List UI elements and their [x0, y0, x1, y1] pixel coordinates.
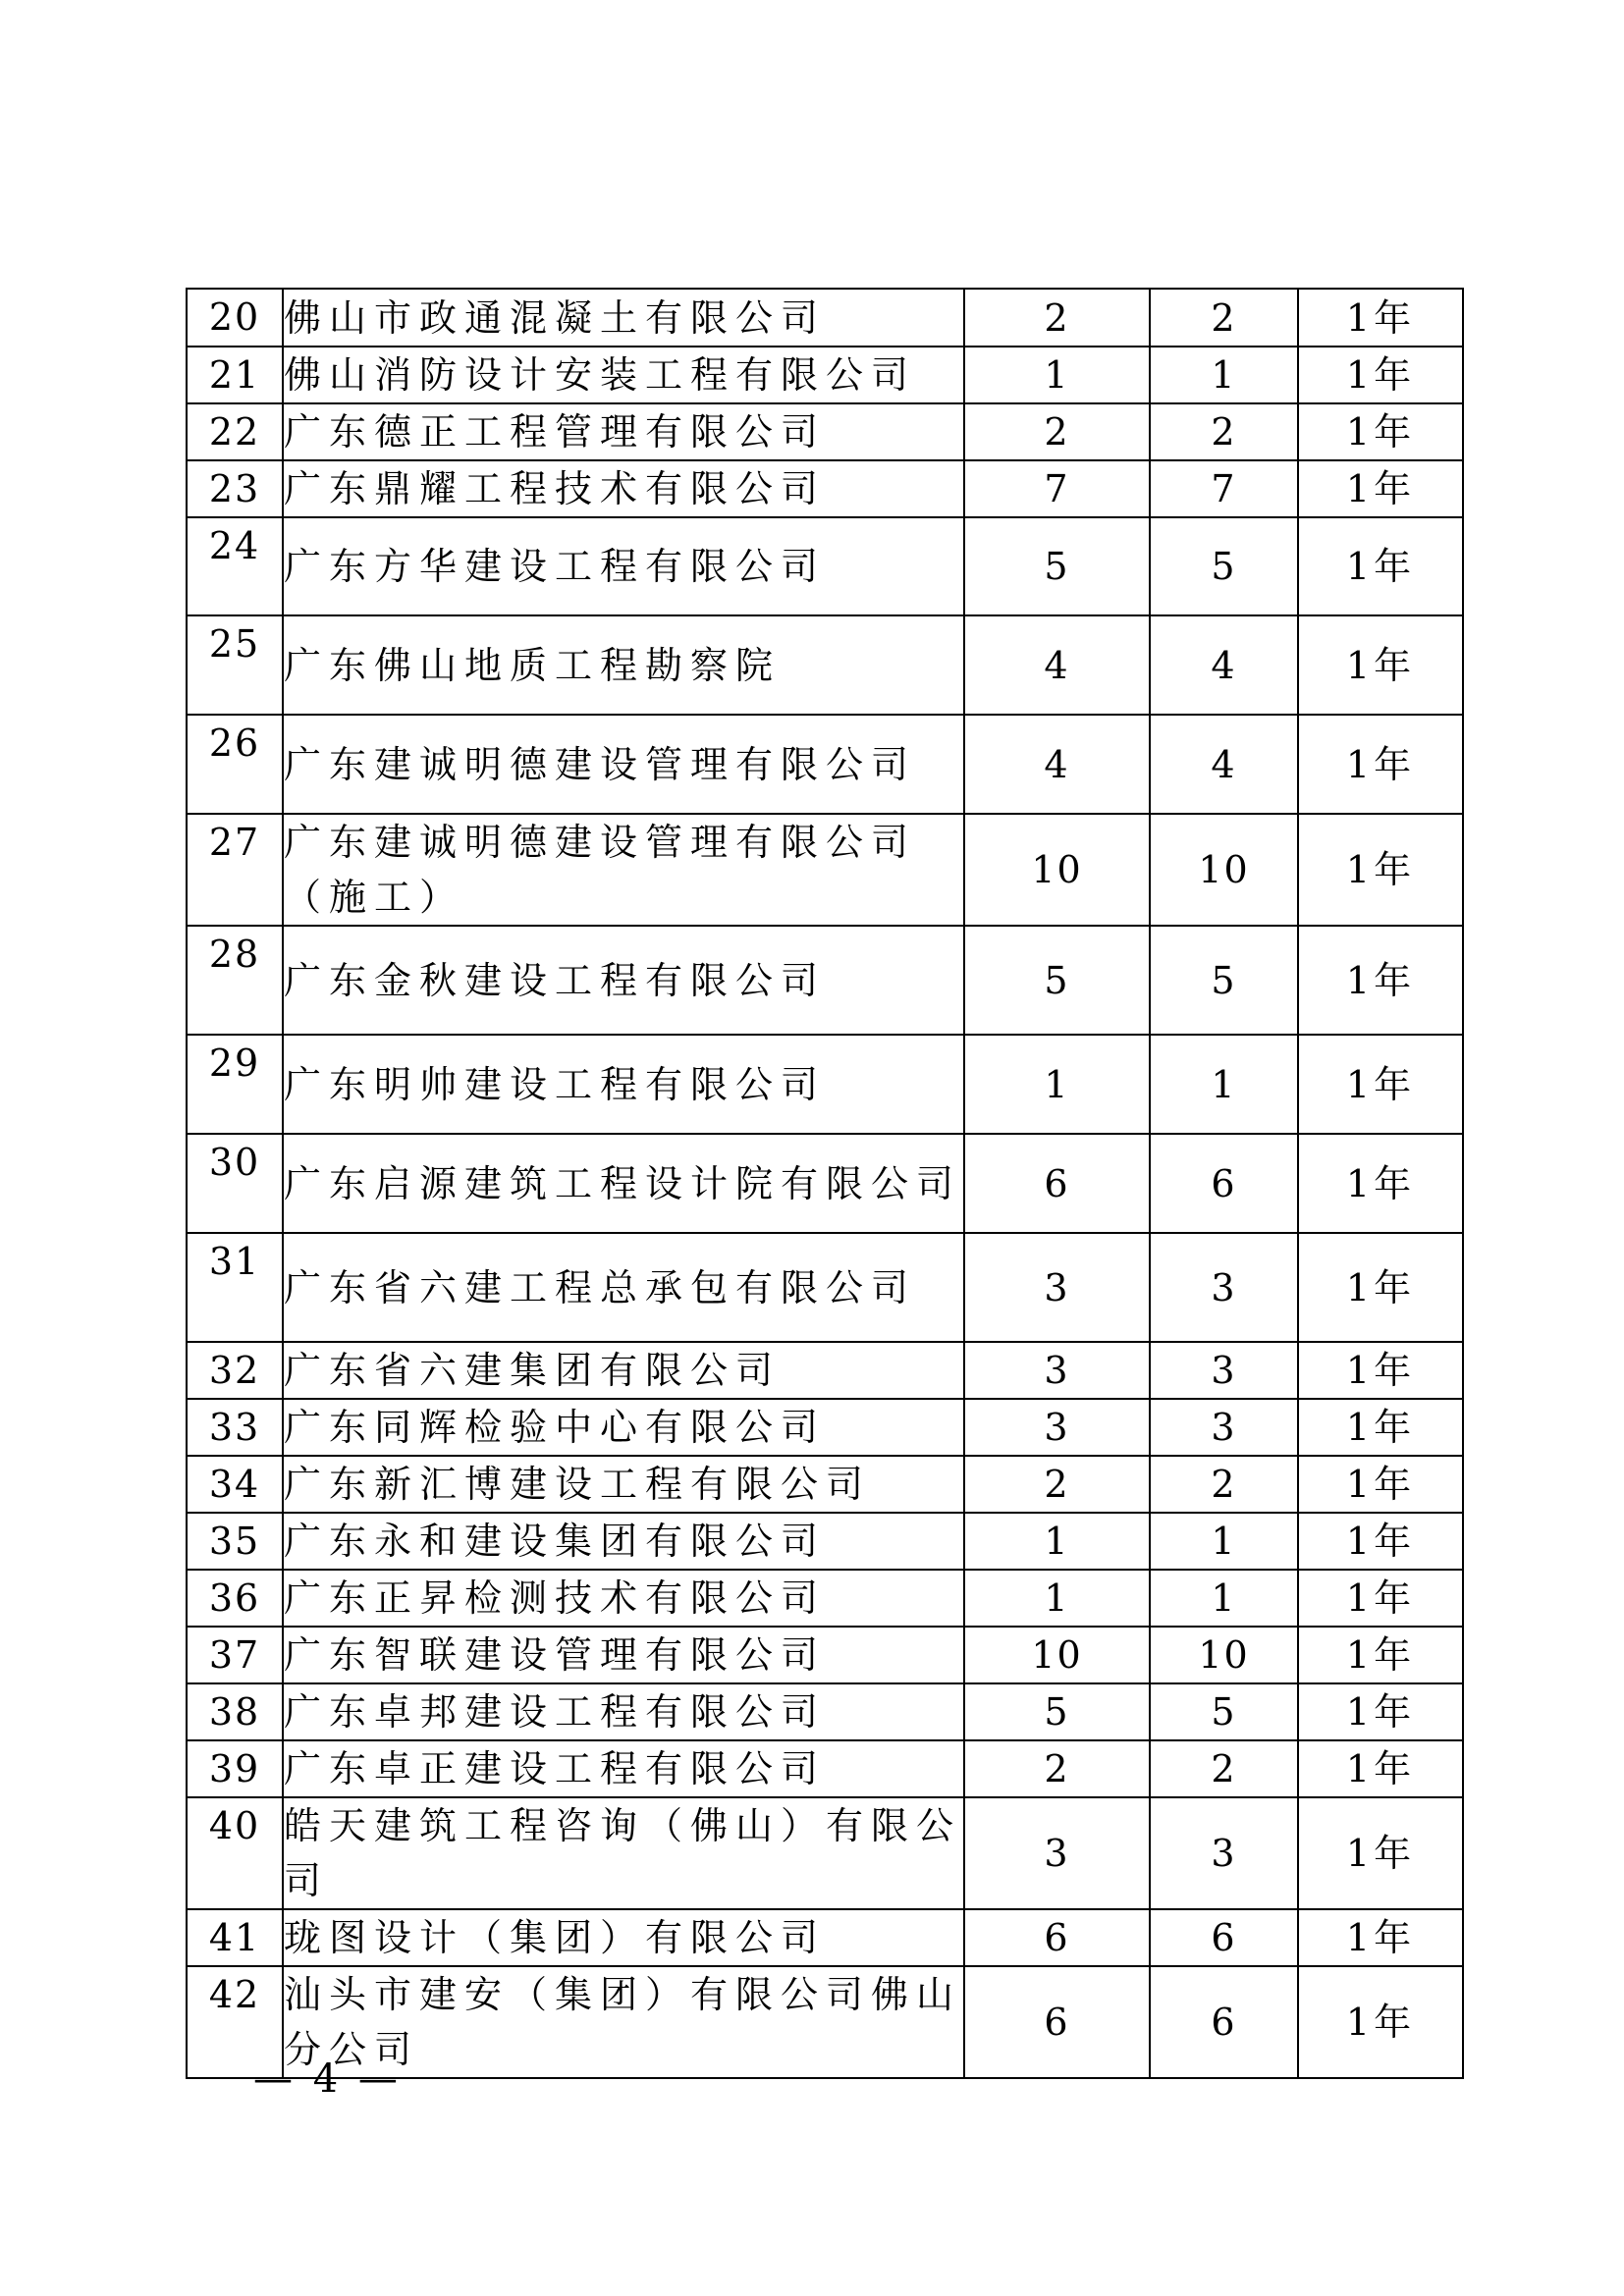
company-name: 广东金秋建设工程有限公司 — [283, 926, 964, 1035]
company-name: 广东建诚明德建设管理有限公司 — [283, 715, 964, 814]
row-number: 41 — [187, 1909, 283, 1966]
term: 1年 — [1298, 1797, 1463, 1909]
table-row — [187, 1342, 1463, 1399]
company-name: 广东新汇博建设工程有限公司 — [283, 1456, 964, 1513]
company-name: 广东明帅建设工程有限公司 — [283, 1035, 964, 1134]
count-a: 3 — [964, 1797, 1150, 1909]
table-row — [187, 403, 1463, 460]
count-a: 6 — [964, 1134, 1150, 1233]
company-name: 广东鼎耀工程技术有限公司 — [283, 460, 964, 517]
row-number: 39 — [187, 1740, 283, 1797]
term: 1年 — [1298, 517, 1463, 615]
count-b: 3 — [1150, 1399, 1298, 1456]
table-row — [187, 814, 1463, 926]
table-row — [187, 1570, 1463, 1627]
company-name: 广东省六建集团有限公司 — [283, 1342, 964, 1399]
row-number: 30 — [187, 1134, 283, 1233]
count-b: 3 — [1150, 1342, 1298, 1399]
count-b: 7 — [1150, 460, 1298, 517]
count-a: 6 — [964, 1909, 1150, 1966]
table-row — [187, 615, 1463, 715]
company-name: 广东同辉检验中心有限公司 — [283, 1399, 964, 1456]
term: 1年 — [1298, 289, 1463, 347]
term: 1年 — [1298, 460, 1463, 517]
company-name: 广东卓正建设工程有限公司 — [283, 1740, 964, 1797]
table-row — [187, 1627, 1463, 1683]
company-name: 皓天建筑工程咨询（佛山）有限公司 — [283, 1797, 964, 1909]
count-a: 5 — [964, 926, 1150, 1035]
count-a: 6 — [964, 1966, 1150, 2078]
count-a: 3 — [964, 1399, 1150, 1456]
count-b: 6 — [1150, 1134, 1298, 1233]
row-number: 35 — [187, 1513, 283, 1570]
count-a: 4 — [964, 715, 1150, 814]
company-name: 广东建诚明德建设管理有限公司（施工） — [283, 814, 964, 926]
company-name: 广东方华建设工程有限公司 — [283, 517, 964, 615]
term: 1年 — [1298, 1627, 1463, 1683]
company-name: 广东省六建工程总承包有限公司 — [283, 1233, 964, 1342]
count-a: 5 — [964, 1683, 1150, 1740]
company-name: 广东卓邦建设工程有限公司 — [283, 1683, 964, 1740]
term: 1年 — [1298, 1570, 1463, 1627]
count-b: 10 — [1150, 814, 1298, 926]
term: 1年 — [1298, 814, 1463, 926]
company-name: 汕头市建安（集团）有限公司佛山分公司 — [283, 1966, 964, 2078]
company-name: 广东智联建设管理有限公司 — [283, 1627, 964, 1683]
table-row — [187, 926, 1463, 1035]
term: 1年 — [1298, 1513, 1463, 1570]
term: 1年 — [1298, 1909, 1463, 1966]
table-row — [187, 1513, 1463, 1570]
count-a: 2 — [964, 289, 1150, 347]
count-b: 6 — [1150, 1966, 1298, 2078]
term: 1年 — [1298, 403, 1463, 460]
count-b: 1 — [1150, 1035, 1298, 1134]
table-row — [187, 1456, 1463, 1513]
row-number: 21 — [187, 347, 283, 403]
count-a: 3 — [964, 1233, 1150, 1342]
table-row — [187, 517, 1463, 615]
table-row — [187, 1134, 1463, 1233]
count-a: 1 — [964, 1570, 1150, 1627]
count-b: 5 — [1150, 517, 1298, 615]
term: 1年 — [1298, 1399, 1463, 1456]
count-a: 1 — [964, 1035, 1150, 1134]
term: 1年 — [1298, 1233, 1463, 1342]
term: 1年 — [1298, 1342, 1463, 1399]
row-number: 20 — [187, 289, 283, 347]
count-b: 2 — [1150, 1740, 1298, 1797]
table-row — [187, 1740, 1463, 1797]
row-number: 40 — [187, 1797, 283, 1909]
row-number: 38 — [187, 1683, 283, 1740]
term: 1年 — [1298, 1966, 1463, 2078]
company-name: 广东佛山地质工程勘察院 — [283, 615, 964, 715]
company-name: 珑图设计（集团）有限公司 — [283, 1909, 964, 1966]
company-name: 广东德正工程管理有限公司 — [283, 403, 964, 460]
table-row — [187, 1035, 1463, 1134]
term: 1年 — [1298, 715, 1463, 814]
row-number: 22 — [187, 403, 283, 460]
count-b: 2 — [1150, 403, 1298, 460]
term: 1年 — [1298, 1134, 1463, 1233]
count-a: 1 — [964, 1513, 1150, 1570]
row-number: 37 — [187, 1627, 283, 1683]
count-b: 1 — [1150, 347, 1298, 403]
table-row — [187, 715, 1463, 814]
row-number: 24 — [187, 517, 283, 615]
term: 1年 — [1298, 615, 1463, 715]
table-row — [187, 460, 1463, 517]
count-b: 4 — [1150, 615, 1298, 715]
count-a: 4 — [964, 615, 1150, 715]
row-number: 26 — [187, 715, 283, 814]
row-number: 34 — [187, 1456, 283, 1513]
company-name: 佛山市政通混凝土有限公司 — [283, 289, 964, 347]
company-name: 广东启源建筑工程设计院有限公司 — [283, 1134, 964, 1233]
count-a: 2 — [964, 1740, 1150, 1797]
page-number: — 4 — — [253, 2056, 402, 2102]
count-b: 3 — [1150, 1233, 1298, 1342]
term: 1年 — [1298, 1683, 1463, 1740]
count-b: 1 — [1150, 1570, 1298, 1627]
row-number: 36 — [187, 1570, 283, 1627]
row-number: 25 — [187, 615, 283, 715]
table-row — [187, 1399, 1463, 1456]
count-a: 10 — [964, 1627, 1150, 1683]
company-name: 佛山消防设计安装工程有限公司 — [283, 347, 964, 403]
company-table-body — [187, 289, 1463, 2078]
count-a: 2 — [964, 403, 1150, 460]
count-b: 2 — [1150, 289, 1298, 347]
count-b: 10 — [1150, 1627, 1298, 1683]
row-number: 31 — [187, 1233, 283, 1342]
table-row — [187, 347, 1463, 403]
company-table — [186, 288, 1464, 2079]
count-a: 5 — [964, 517, 1150, 615]
count-b: 4 — [1150, 715, 1298, 814]
row-number: 23 — [187, 460, 283, 517]
table-row — [187, 1233, 1463, 1342]
count-a: 7 — [964, 460, 1150, 517]
row-number: 42 — [187, 1966, 283, 2078]
count-b: 6 — [1150, 1909, 1298, 1966]
company-name: 广东永和建设集团有限公司 — [283, 1513, 964, 1570]
count-a: 10 — [964, 814, 1150, 926]
company-name: 广东正昇检测技术有限公司 — [283, 1570, 964, 1627]
table-row — [187, 1683, 1463, 1740]
count-a: 3 — [964, 1342, 1150, 1399]
term: 1年 — [1298, 926, 1463, 1035]
row-number: 29 — [187, 1035, 283, 1134]
count-a: 2 — [964, 1456, 1150, 1513]
count-b: 1 — [1150, 1513, 1298, 1570]
term: 1年 — [1298, 1035, 1463, 1134]
count-a: 1 — [964, 347, 1150, 403]
term: 1年 — [1298, 1740, 1463, 1797]
term: 1年 — [1298, 1456, 1463, 1513]
count-b: 5 — [1150, 926, 1298, 1035]
row-number: 28 — [187, 926, 283, 1035]
count-b: 3 — [1150, 1797, 1298, 1909]
table-row — [187, 1909, 1463, 1966]
count-b: 5 — [1150, 1683, 1298, 1740]
table-row — [187, 1797, 1463, 1909]
row-number: 33 — [187, 1399, 283, 1456]
term: 1年 — [1298, 347, 1463, 403]
table-row — [187, 289, 1463, 347]
row-number: 27 — [187, 814, 283, 926]
row-number: 32 — [187, 1342, 283, 1399]
count-b: 2 — [1150, 1456, 1298, 1513]
